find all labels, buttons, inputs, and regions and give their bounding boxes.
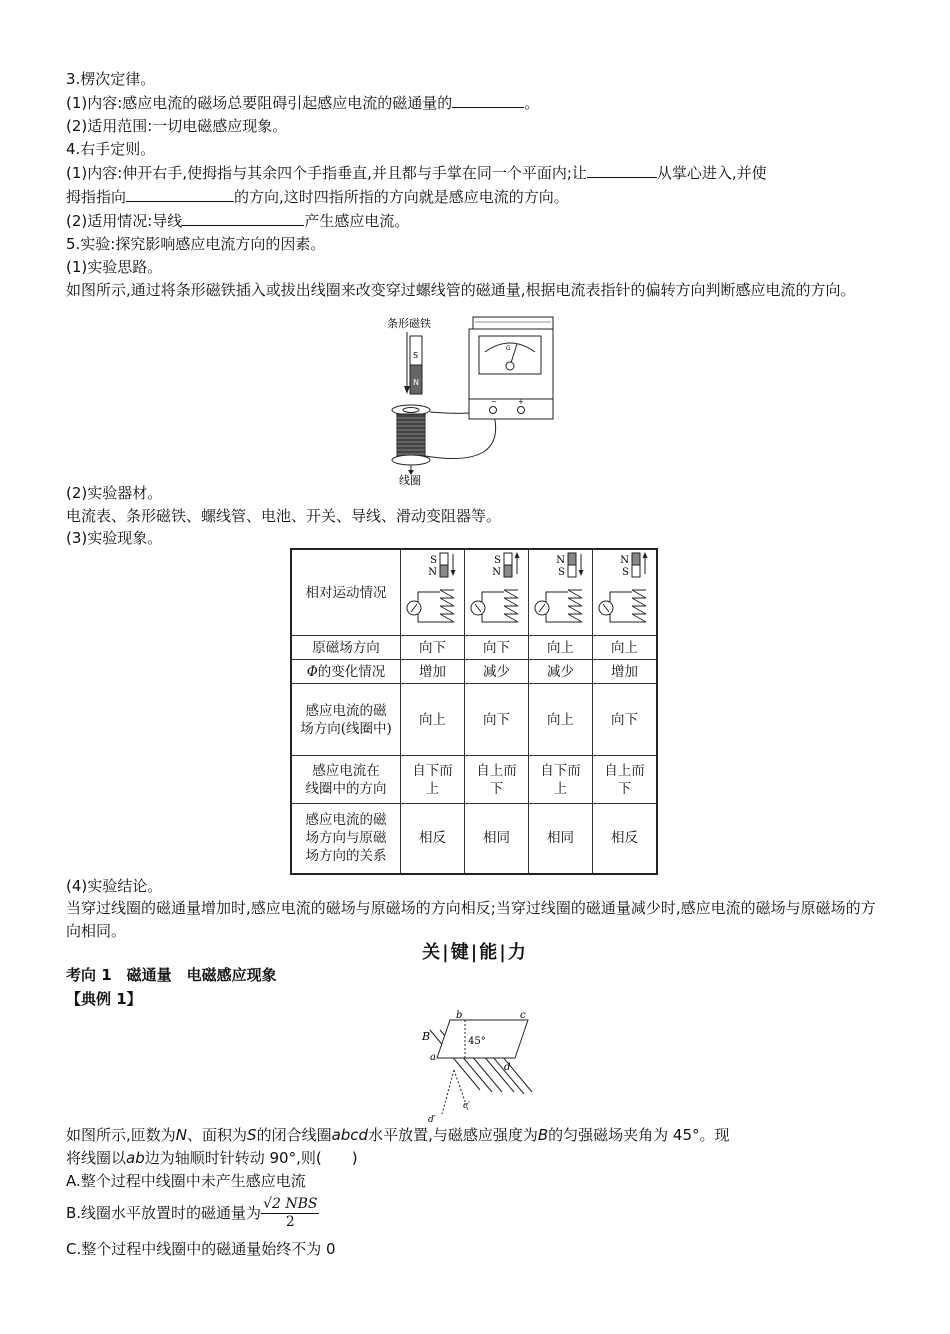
- row-header: [291, 660, 401, 684]
- row-header: [291, 804, 401, 874]
- fill-blank: [182, 209, 304, 226]
- row-header: 原磁场方向: [291, 636, 401, 660]
- s5-equip-text: 电流表、条形磁铁、螺线管、电池、开关、导线、滑动变阻器等。: [66, 507, 502, 525]
- galvanometer: [469, 317, 553, 419]
- s5-equip: (2)实验器材。: [66, 484, 163, 502]
- galvanometer-g-label: G: [506, 345, 511, 352]
- magnet-bottom: N: [427, 567, 437, 578]
- label-a: a: [430, 1052, 436, 1063]
- coil-field-figure: [420, 1010, 540, 1125]
- coil-diagram: [404, 550, 462, 630]
- header-line: 场方向与原磁: [305, 830, 387, 847]
- q-text: 的匀强磁场夹角为 45°。现: [548, 1126, 730, 1144]
- table-cell: 相反: [401, 804, 465, 874]
- s3-title: 3.楞次定律。: [66, 70, 156, 88]
- cell-line: 自下而: [540, 762, 581, 779]
- s4-l2: [66, 185, 886, 209]
- experiment-figure: [385, 314, 555, 486]
- coil-diagram: [532, 550, 590, 630]
- magnet-top: N: [619, 555, 629, 566]
- label-b: b: [456, 1010, 463, 1021]
- s4-title: 4.右手定则。: [66, 140, 156, 158]
- table-row: [291, 756, 657, 804]
- question-line-2: [66, 1147, 358, 1170]
- label-d: d: [504, 1062, 511, 1073]
- magnet-n-label: N: [413, 378, 419, 387]
- fraction-denominator: 2: [285, 1214, 295, 1230]
- table-cell: 向上: [593, 636, 658, 660]
- row-header: [291, 756, 401, 804]
- label-b-field: B: [422, 1030, 431, 1043]
- table-row: [291, 660, 657, 684]
- s5-concl-text: 当穿过线圈的磁通量增加时,感应电流的磁场与原磁场的方向相反;当穿过线圈的磁通量减少时,感应电流的磁场与原磁场的方向相同。: [66, 899, 876, 940]
- fill-blank: [126, 185, 234, 202]
- row-header: 相对运动情况: [291, 549, 401, 636]
- header-line: 场方向的关系: [305, 848, 387, 865]
- option-b: [66, 1196, 319, 1231]
- option-c: C.整个过程中线圈中的磁通量始终不为 0: [66, 1240, 336, 1258]
- topic-title: 考向 1 磁通量 电磁感应现象: [66, 966, 277, 984]
- q-var: N: [175, 1126, 188, 1144]
- table-cell: 增加: [593, 660, 658, 684]
- s3-content-text: (1)内容:感应电流的磁场总要阻碍引起感应电流的磁通量的: [66, 94, 453, 112]
- table-row: [291, 804, 657, 874]
- content: [66, 68, 886, 302]
- cell-line: 下: [489, 780, 504, 797]
- row-header: [291, 684, 401, 756]
- table-cell: 向下: [465, 636, 529, 660]
- flux-symbol: Φ: [306, 663, 318, 680]
- cell-line: 自上而: [476, 762, 517, 779]
- magnet-bottom: N: [491, 567, 501, 578]
- label-c-prime: c′: [463, 1101, 471, 1111]
- q-text: 的闭合线圈: [256, 1126, 332, 1144]
- terminal-minus: −: [491, 398, 497, 406]
- table-cell: 向下: [401, 636, 465, 660]
- s4-l3-end: 产生感应电流。: [304, 212, 410, 230]
- cell-line: 自下而: [412, 762, 453, 779]
- cell-line: 下: [617, 780, 632, 797]
- magnet-label: 条形磁铁: [387, 317, 431, 330]
- fill-blank: [587, 161, 657, 178]
- header-line: 感应电流的磁: [305, 812, 387, 829]
- label-d-prime: d′: [428, 1115, 436, 1125]
- header-line: 感应电流的磁: [305, 702, 387, 719]
- fraction: [261, 1196, 319, 1231]
- s3-content: [66, 91, 886, 115]
- fill-blank: [452, 91, 524, 108]
- q-var: ab: [126, 1149, 145, 1167]
- s4-l1: [66, 161, 886, 185]
- question-line-1: [66, 1124, 730, 1147]
- table-cell: 相反: [593, 804, 658, 874]
- table-cell: [529, 756, 593, 804]
- table-cell: 向上: [529, 684, 593, 756]
- motion-cell: [401, 549, 465, 636]
- coil-label: 线圈: [399, 474, 421, 486]
- experiment-table: [290, 548, 658, 875]
- motion-cell: [593, 549, 658, 636]
- example-label: 【典例 1】: [66, 990, 142, 1008]
- table-cell: 向上: [401, 684, 465, 756]
- table-cell: 减少: [465, 660, 529, 684]
- s4-l3: [66, 209, 886, 233]
- magnet-top: S: [493, 555, 501, 566]
- s4-l3-text: (2)适用情况:导线: [66, 212, 183, 230]
- coil-diagram: [468, 550, 526, 630]
- cell-line: 上: [425, 780, 440, 797]
- q-text: 如图所示,匝数为: [66, 1126, 176, 1144]
- table-cell: [593, 756, 658, 804]
- s5-idea-text: 如图所示,通过将条形磁铁插入或拔出线圈来改变穿过螺线管的磁通量,根据电流表指针的偏转方向判断感应电流的方向。: [66, 281, 856, 299]
- q-var: S: [247, 1126, 257, 1144]
- table-cell: 向上: [529, 636, 593, 660]
- table-cell: 减少: [529, 660, 593, 684]
- table-cell: 相同: [465, 804, 529, 874]
- s4-l2-text: 拇指指向: [66, 188, 127, 206]
- magnet-top: N: [555, 555, 565, 566]
- s5-concl: (4)实验结论。: [66, 877, 163, 895]
- q-text: 、面积为: [187, 1126, 248, 1144]
- q-var: B: [537, 1126, 549, 1144]
- angle-label: 45°: [468, 1036, 486, 1047]
- s4-l2-end: 的方向,这时四指所指的方向就是感应电流的方向。: [234, 188, 569, 206]
- magnet-bottom: S: [557, 567, 565, 578]
- option-a: A.整个过程中线圈中未产生感应电流: [66, 1172, 306, 1190]
- motion-cell: [465, 549, 529, 636]
- flux-label: 的变化情况: [317, 663, 386, 680]
- s3-content-end: 。: [524, 94, 540, 112]
- magnet-top: S: [429, 555, 437, 566]
- q-text: 边为轴顺时针转动 90°,则( ): [144, 1149, 358, 1167]
- fraction-numerator: √2 NBS: [263, 1196, 318, 1212]
- section-heading: 关|键|能|力: [422, 942, 528, 963]
- magnet-s-label: S: [413, 351, 419, 360]
- header-line: 场方向(线圈中): [300, 720, 392, 737]
- table-cell: 向下: [593, 684, 658, 756]
- s5-title: 5.实验:探究影响感应电流方向的因素。: [66, 235, 326, 253]
- s5-phen: (3)实验现象。: [66, 529, 163, 547]
- table-row: [291, 636, 657, 660]
- coil: [397, 414, 425, 458]
- s5-idea: (1)实验思路。: [66, 258, 163, 276]
- table-cell: 相同: [529, 804, 593, 874]
- cell-line: 上: [553, 780, 568, 797]
- coil-diagram: [596, 550, 654, 630]
- q-text: 将线圈以: [66, 1149, 127, 1167]
- s4-l1-text: (1)内容:伸开右手,使拇指与其余四个手指垂直,并且都与手掌在同一个平面内;让: [66, 164, 587, 182]
- header-line: 线圈中的方向: [305, 780, 387, 797]
- s4-l1-end: 从掌心进入,并使: [656, 164, 767, 182]
- s3-scope: (2)适用范围:一切电磁感应现象。: [66, 117, 288, 135]
- table-cell: [465, 756, 529, 804]
- table-cell: [401, 756, 465, 804]
- table-cell: 向下: [465, 684, 529, 756]
- table-cell: 增加: [401, 660, 465, 684]
- table-row: [291, 684, 657, 756]
- label-c: c: [520, 1010, 526, 1021]
- q-var: abcd: [331, 1126, 369, 1144]
- cell-line: 自上而: [604, 762, 645, 779]
- q-text: 水平放置,与磁感应强度为: [368, 1126, 538, 1144]
- terminal-plus: +: [518, 398, 524, 406]
- header-line: 感应电流在: [312, 762, 380, 779]
- option-b-text: B.线圈水平放置时的磁通量为: [66, 1204, 262, 1222]
- motion-cell: [529, 549, 593, 636]
- magnet-bottom: S: [621, 567, 629, 578]
- table-row: [291, 549, 657, 636]
